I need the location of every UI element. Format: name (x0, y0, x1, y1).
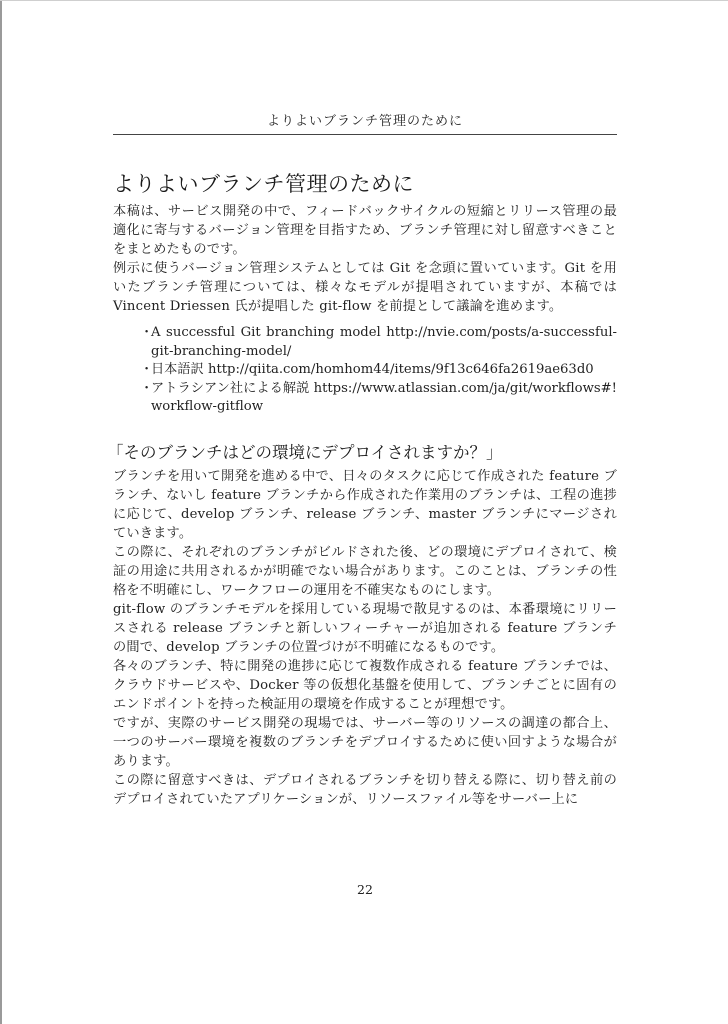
reference-item (140, 380, 617, 417)
reference-link[interactable]: http://nvie.com/posts/a-successful-git-branching-model/ (151, 325, 617, 359)
intro-paragraph: 本稿は、サービス開発の中で、フィードバックサイクルの短縮とリリース管理の最適化に寄与するバージョン管理を目指すため、ブランチ管理に対し留意すべきことをまとめたものです。 (113, 204, 617, 257)
reference-label: A successful Git branching model (151, 325, 381, 340)
page-border-top (0, 0, 728, 1)
bullet-icon: ・ (140, 325, 154, 340)
section-paragraph: ブランチを用いて開発を進める中で、日々のタスクに応じて作成された feature ブランチ、ないし feature ブランチから作成された作業用のブランチは、工程の進捗に応じて、develop ブランチ、release ブランチ、master ブランチにマージされていきます。 (113, 468, 617, 541)
reference-link[interactable]: https://www.atlassian.com/ja/git/workflows#!workflow-gitflow (151, 380, 617, 414)
page-border-left (0, 0, 2, 1024)
reference-list (113, 324, 617, 417)
running-header: よりよいブランチ管理のために (266, 114, 463, 129)
bullet-icon: ・ (140, 380, 154, 396)
section-title: 「そのブランチはどの環境にデプロイされますか？」 (107, 442, 503, 462)
header-rule (113, 134, 617, 135)
section-paragraph: ですが、実際のサービス開発の現場では、サーバー等のリソースの調達の都合上、一つのサーバー環境を複数のブランチをデプロイするために使い回すような場合があります。 (113, 715, 617, 769)
reference-label: アトラシアン社による解説 (151, 380, 310, 396)
reference-item (140, 324, 617, 361)
section-paragraph: この際に留意すべきは、デプロイされるブランチを切り替える際に、切り替え前のデプロイされていたアプリケーションが、リソースファイル等をサーバー上に (113, 772, 617, 807)
bullet-icon: ・ (140, 362, 154, 377)
git-flow-paragraph: 例示に使うバージョン管理システムとしては Git を念頭に置いています。Git を用いたブランチ管理については、様々なモデルが提唱されていますが、本稿では Vincent Driessen 氏が提唱した git-flow を前提として議論を進めます。 (113, 261, 617, 314)
page-number: 22 (357, 882, 373, 897)
reference-item (140, 361, 617, 380)
reference-link[interactable]: http://qiita.com/homhom44/items/9f13c646fa2619ae63d0 (207, 362, 594, 377)
section-paragraph: 各々のブランチ、特に開発の進捗に応じて複数作成される feature ブランチでは、クラウドサービスや、Docker 等の仮想化基盤を使用して、ブランチごとに固有のエンドポイントを持った検証用の環境を作成することが理想です。 (113, 658, 617, 712)
section-paragraph: git-flow のブランチモデルを採用している現場で散見するのは、本番環境にリリースされる release ブランチと新しいフィーチャーが追加される feature ブランチの間で、develop ブランチの位置づけが不明確になるものです。 (113, 601, 617, 655)
section-paragraph: この際に、それぞれのブランチがビルドされた後、どの環境にデプロイされて、検証の用途に共用されるかが明確でない場合があります。このことは、ブランチの性格を不明確にし、ワークフローの運用を不確実なものにします。 (113, 544, 617, 598)
reference-label: 日本語訳 (151, 362, 204, 377)
page-body (107, 166, 617, 809)
chapter-title: よりよいブランチ管理のために (113, 172, 414, 196)
